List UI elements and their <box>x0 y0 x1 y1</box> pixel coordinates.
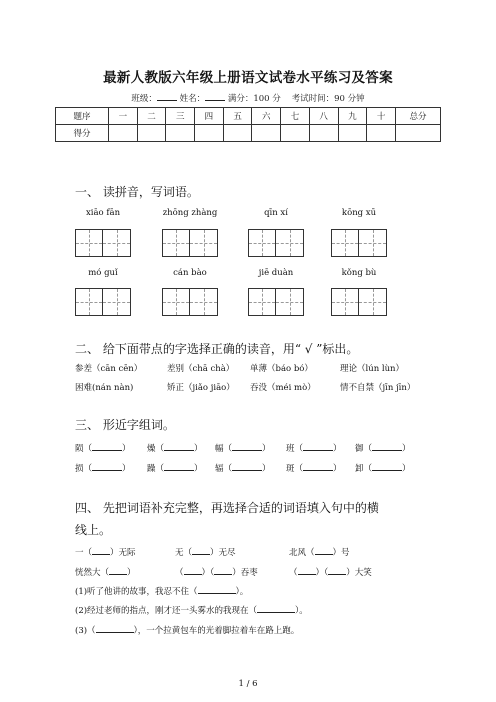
reading-choice[interactable]: 理论（lún lùn） <box>340 364 405 374</box>
answer-blank[interactable] <box>315 546 333 555</box>
sentence-text: (3)（ <box>75 626 96 636</box>
char-box[interactable] <box>75 229 103 257</box>
reading-choice[interactable]: 参差（cān cēn） <box>75 364 143 374</box>
header-cell: 十 <box>367 108 396 125</box>
section-3-title: 三、 形近字组词。 <box>75 418 175 432</box>
score-cell[interactable] <box>252 125 281 142</box>
answer-blank[interactable] <box>303 442 333 451</box>
idiom-part: ）吞枣 <box>232 568 258 578</box>
char-box[interactable] <box>359 288 387 316</box>
char-label: 陨（ <box>75 444 93 454</box>
char-box[interactable] <box>190 229 218 257</box>
close-paren: ） <box>333 464 342 474</box>
answer-blank[interactable] <box>298 566 316 575</box>
word-item <box>215 442 271 454</box>
writing-boxes[interactable] <box>248 288 304 316</box>
char-label: 燥（ <box>147 444 165 454</box>
answer-blank[interactable] <box>198 585 236 594</box>
pinyin-label: xiāo fān <box>85 208 121 218</box>
char-box[interactable] <box>75 288 103 316</box>
reading-choice[interactable]: 吞没（méi mò） <box>250 383 316 393</box>
close-paren: ） <box>262 444 271 454</box>
header-cell: 四 <box>195 108 224 125</box>
header-cell: 九 <box>338 108 367 125</box>
idiom-item <box>175 546 236 558</box>
document-title: 最新人教版六年级上册语文试卷水平练习及答案 <box>103 70 393 86</box>
idiom-item <box>289 566 372 578</box>
pinyin-label: jiē duàn <box>258 268 294 278</box>
writing-boxes[interactable] <box>331 288 387 316</box>
idiom-part: ）（ <box>201 568 215 578</box>
name-blank[interactable] <box>205 92 225 101</box>
exam-info <box>0 92 496 104</box>
char-box[interactable] <box>331 229 359 257</box>
sentence-text: ）。 <box>235 587 249 597</box>
char-box[interactable] <box>359 229 387 257</box>
section-1-title: 一、 读拼音，写词语。 <box>75 185 199 199</box>
answer-blank[interactable] <box>303 462 333 471</box>
pinyin-label: kōng xū <box>341 208 377 218</box>
score-cell[interactable] <box>281 125 310 142</box>
idiom-part: ） <box>127 568 136 578</box>
score-cell[interactable] <box>223 125 252 142</box>
pinyin-label: kǒng bù <box>341 268 377 278</box>
writing-boxes[interactable] <box>162 229 218 257</box>
char-label: 卸（ <box>355 464 373 474</box>
score-table <box>55 107 441 142</box>
class-label: 班级： <box>131 94 157 104</box>
close-paren: ） <box>402 444 411 454</box>
close-paren: ） <box>122 464 131 474</box>
idiom-item <box>75 546 136 558</box>
header-cell: 八 <box>309 108 338 125</box>
idiom-part: 北风（ <box>289 548 315 558</box>
score-cell[interactable] <box>338 125 367 142</box>
pinyin-label: mó guǐ <box>88 268 118 278</box>
char-label: 斑（ <box>286 464 304 474</box>
char-box[interactable] <box>190 288 218 316</box>
char-label: 辐（ <box>215 464 233 474</box>
writing-boxes[interactable] <box>75 288 131 316</box>
reading-choice[interactable]: 情不自禁（jīn jīn） <box>340 383 416 393</box>
idiom-part: ）无尽 <box>210 548 236 558</box>
char-label: 幅（ <box>215 444 233 454</box>
idiom-item <box>289 546 350 558</box>
close-paren: ） <box>194 464 203 474</box>
class-blank[interactable] <box>157 92 177 101</box>
answer-blank[interactable] <box>164 442 194 451</box>
reading-choice[interactable]: 困难(nán nàn) <box>75 383 134 393</box>
word-item <box>215 462 271 474</box>
score-cell[interactable] <box>109 125 138 142</box>
char-box[interactable] <box>331 288 359 316</box>
score-cell[interactable] <box>166 125 195 142</box>
header-cell: 二 <box>137 108 166 125</box>
idiom-part: ）大笑 <box>346 568 372 578</box>
idiom-part: 无（ <box>175 548 193 558</box>
answer-blank[interactable] <box>232 442 262 451</box>
name-label: 姓名： <box>179 94 206 104</box>
answer-blank[interactable] <box>232 462 262 471</box>
answer-blank[interactable] <box>372 462 402 471</box>
idiom-part: ）号 <box>332 548 350 558</box>
close-paren: ） <box>262 464 271 474</box>
section-2-title: 二、 给下面带点的字选择正确的读音，用“ √ ”标出。 <box>75 342 359 356</box>
char-box[interactable] <box>103 288 131 316</box>
writing-boxes[interactable] <box>75 229 131 257</box>
score-label: 满分：100 分 <box>227 94 281 104</box>
idiom-item <box>75 566 136 578</box>
header-cell: 六 <box>252 108 281 125</box>
answer-blank[interactable] <box>164 462 194 471</box>
word-item <box>355 442 411 454</box>
answer-blank[interactable] <box>214 566 232 575</box>
answer-blank[interactable] <box>109 566 127 575</box>
idiom-part: （ <box>175 568 184 578</box>
word-item <box>75 462 131 474</box>
char-box[interactable] <box>248 288 276 316</box>
close-paren: ） <box>194 444 203 454</box>
idiom-part: ）无际 <box>110 548 136 558</box>
header-cell: 三 <box>166 108 195 125</box>
section-4-title: 四、 先把词语补充完整，再选择合适的词语填入句中的横 <box>75 501 379 515</box>
sentence-text: ）。 <box>295 606 308 616</box>
char-box[interactable] <box>248 229 276 257</box>
word-item <box>147 442 203 454</box>
header-cell: 五 <box>223 108 252 125</box>
sentence-3 <box>75 624 299 636</box>
score-cell[interactable] <box>195 125 224 142</box>
close-paren: ） <box>402 464 411 474</box>
header-cell: 题序 <box>56 108 109 125</box>
writing-boxes[interactable] <box>162 288 218 316</box>
char-label: 御（ <box>355 444 373 454</box>
answer-blank[interactable] <box>96 624 134 633</box>
score-cell[interactable] <box>309 125 338 142</box>
idiom-part: ）（ <box>315 568 329 578</box>
idiom-item <box>175 566 258 578</box>
char-box[interactable] <box>162 288 190 316</box>
reading-choice[interactable]: 差别（chā chà） <box>167 364 235 374</box>
close-paren: ） <box>122 444 131 454</box>
char-box[interactable] <box>276 288 304 316</box>
score-cell[interactable] <box>396 125 441 142</box>
word-item <box>75 442 131 454</box>
char-box[interactable] <box>162 229 190 257</box>
time-label: 考试时间：90 分钟 <box>291 94 365 104</box>
score-header-row <box>56 108 441 125</box>
char-label: 班（ <box>286 444 304 454</box>
answer-blank[interactable] <box>257 604 295 613</box>
answer-blank[interactable] <box>372 442 402 451</box>
word-item <box>355 462 411 474</box>
char-label: 躁（ <box>147 464 165 474</box>
idiom-part: （ <box>289 568 298 578</box>
sentence-text: (1)听了他讲的故事，我忍不住（ <box>75 587 198 597</box>
score-row <box>56 125 441 142</box>
char-label: 损（ <box>75 464 93 474</box>
word-item <box>147 462 203 474</box>
pinyin-label: cán bào <box>173 268 207 278</box>
idiom-part: 一（ <box>75 548 93 558</box>
score-cell[interactable] <box>137 125 166 142</box>
sentence-2 <box>75 604 308 616</box>
sentence-1 <box>75 585 248 597</box>
writing-boxes[interactable] <box>248 229 304 257</box>
section-4-title-cont: 线上。 <box>75 523 112 537</box>
idiom-part: 恍然大（ <box>75 568 110 578</box>
header-cell: 七 <box>281 108 310 125</box>
pinyin-label: zhōng zhàng <box>162 208 218 218</box>
char-box[interactable] <box>276 229 304 257</box>
answer-blank[interactable] <box>192 546 210 555</box>
sentence-text: (2)经过老师的指点，刚才还一头雾水的我现在（ <box>75 606 258 616</box>
page-number: 1 / 6 <box>238 679 258 689</box>
word-item <box>286 462 342 474</box>
answer-blank[interactable] <box>92 442 122 451</box>
pinyin-label: qīn xí <box>264 208 288 218</box>
char-box[interactable] <box>103 229 131 257</box>
writing-boxes[interactable] <box>331 229 387 257</box>
header-cell: 总分 <box>396 108 441 125</box>
answer-blank[interactable] <box>184 566 202 575</box>
answer-blank[interactable] <box>328 566 346 575</box>
row-label: 得分 <box>56 125 109 142</box>
answer-blank[interactable] <box>92 462 122 471</box>
sentence-text: ），一个拉黄包车的光着脚拉着车在路上跑。 <box>133 626 300 636</box>
close-paren: ） <box>333 444 342 454</box>
reading-choice[interactable]: 矫正（jiǎo jiāo） <box>167 383 235 393</box>
word-item <box>286 442 342 454</box>
header-cell: 一 <box>109 108 138 125</box>
reading-choice[interactable]: 单薄（báo bó） <box>250 364 313 374</box>
score-cell[interactable] <box>367 125 396 142</box>
answer-blank[interactable] <box>92 546 110 555</box>
